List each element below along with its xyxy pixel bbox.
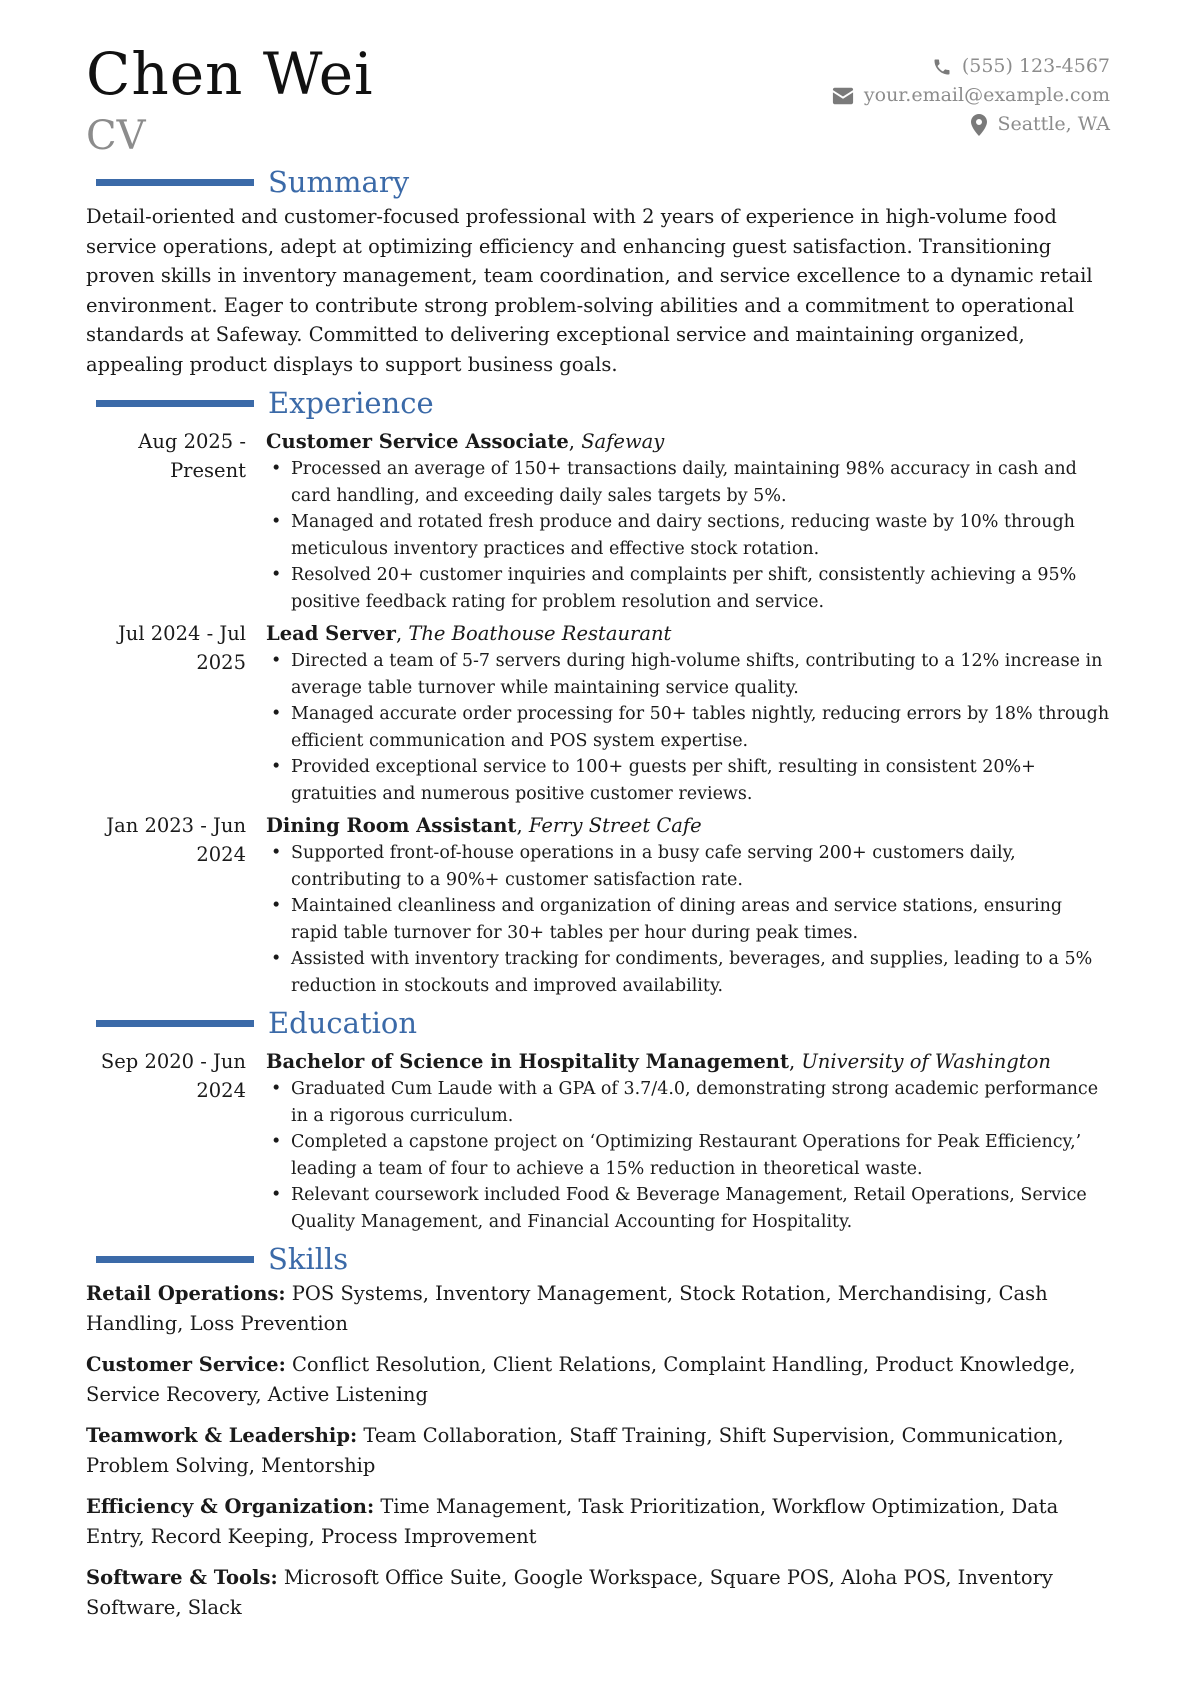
skill-items: Team Collaboration, Staff Training, Shift Supervision, Communication, Problem Solving, Mentorship xyxy=(86,1424,1064,1477)
summary-section-heading xyxy=(86,162,1110,202)
entry-date: Jan 2023 - Jun 2024 xyxy=(106,814,246,866)
bullet-item: • Completed a capstone project on ‘Optimizing Restaurant Operations for Peak Efficiency,’ leading a team of four to achieve a 15% reduction in theoretical waste. xyxy=(266,1129,1110,1182)
entry-date: Aug 2025 - Present xyxy=(138,430,246,482)
skill-items: Time Management, Task Prioritization, Workflow Optimization, Data Entry, Record Keeping, Process Improvement xyxy=(86,1495,1059,1548)
contact-phone xyxy=(832,52,1110,81)
entry-body xyxy=(266,427,1110,615)
skills-list xyxy=(86,1279,1110,1622)
education-section-heading xyxy=(86,1003,1110,1043)
skills-section-heading xyxy=(86,1239,1110,1279)
envelope-icon xyxy=(832,87,854,105)
resume-page xyxy=(86,40,1110,1634)
bullet-list xyxy=(266,840,1110,999)
bullet-item: • Relevant coursework included Food & Beverage Management, Retail Operations, Service Quality Management, and Financial Accounting for Hospitality. xyxy=(266,1182,1110,1235)
skill-row xyxy=(86,1421,1110,1480)
entry-title: Bachelor of Science in Hospitality Management, University of Washington xyxy=(266,1050,1051,1073)
bullet-list xyxy=(266,1076,1110,1235)
entry-body xyxy=(266,619,1110,807)
skill-items: Microsoft Office Suite, Google Workspace, Square POS, Aloha POS, Inventory Software, Slack xyxy=(86,1566,1053,1619)
bullet-item: • Managed accurate order processing for 50+ tables nightly, reducing errors by 18% through efficient communication and POS system expertise. xyxy=(266,701,1110,754)
experience-entry xyxy=(86,811,1110,999)
experience-section-heading xyxy=(86,383,1110,423)
employer: The Boathouse Restaurant xyxy=(408,622,672,645)
entry-title: Lead Server, The Boathouse Restaurant xyxy=(266,622,672,645)
email-address[interactable]: your.email@example.com xyxy=(863,84,1110,106)
entry-body xyxy=(266,1047,1110,1235)
bullet-item: • Processed an average of 150+ transactions daily, maintaining 98% accuracy in cash and card handling, and exceeding daily sales targets by 5%. xyxy=(266,456,1110,509)
job-title: Lead Server xyxy=(266,622,396,645)
skill-row xyxy=(86,1279,1110,1338)
section-accent-bar xyxy=(96,400,254,407)
employer: Safeway xyxy=(581,430,665,453)
location-text: Seattle, WA xyxy=(997,113,1110,135)
map-marker-icon xyxy=(971,114,987,136)
bullet-item: • Directed a team of 5-7 servers during high-volume shifts, contributing to a 12% increase in average table turnover while maintaining service quality. xyxy=(266,648,1110,701)
skill-category: Retail Operations: xyxy=(86,1282,286,1305)
summary-text: Detail-oriented and customer-focused professional with 2 years of experience in high-volume food service operations, adept at optimizing efficiency and enhancing guest satisfaction. Transitioning proven skills in inventory management, team coordination, and service excellence to a dynamic retail environment. Eager to contribute strong problem-solving abilities and a commitment to operational standards at Safeway. Committed to delivering exceptional service and maintaining organized, appealing product displays to support business goals. xyxy=(86,205,1093,376)
experience-entry xyxy=(86,427,1110,615)
skill-category: Software & Tools: xyxy=(86,1566,278,1589)
entry-title: Dining Room Assistant, Ferry Street Cafe xyxy=(266,814,702,837)
phone-number[interactable]: (555) 123-4567 xyxy=(961,55,1110,77)
degree-title: Bachelor of Science in Hospitality Management xyxy=(266,1050,789,1073)
bullet-list xyxy=(266,648,1110,807)
skill-row xyxy=(86,1563,1110,1622)
skill-row xyxy=(86,1350,1110,1409)
contact-location xyxy=(832,110,1110,139)
bullet-item: • Graduated Cum Laude with a GPA of 3.7/4.0, demonstrating strong academic performance in a rigorous curriculum. xyxy=(266,1076,1110,1129)
section-title: Experience xyxy=(268,386,434,420)
skill-items: Conflict Resolution, Client Relations, Complaint Handling, Product Knowledge, Service Recovery, Active Listening xyxy=(86,1353,1076,1406)
education-entry xyxy=(86,1047,1110,1235)
section-title: Summary xyxy=(268,165,410,199)
skill-items: POS Systems, Inventory Management, Stock Rotation, Merchandising, Cash Handling, Loss Prevention xyxy=(86,1282,1048,1335)
section-accent-bar xyxy=(96,1256,254,1263)
job-title: Dining Room Assistant xyxy=(266,814,517,837)
section-accent-bar xyxy=(96,1020,254,1027)
institution: University of Washington xyxy=(801,1050,1051,1073)
bullet-list xyxy=(266,456,1110,615)
bullet-item: • Resolved 20+ customer inquiries and complaints per shift, consistently achieving a 95% positive feedback rating for problem resolution and service. xyxy=(266,562,1110,615)
skill-category: Customer Service: xyxy=(86,1353,286,1376)
entry-body xyxy=(266,811,1110,999)
entry-date: Jul 2024 - Jul 2025 xyxy=(117,622,246,674)
resume-header xyxy=(86,40,1110,158)
bullet-item: • Managed and rotated fresh produce and dairy sections, reducing waste by 10% through meticulous inventory practices and effective stock rotation. xyxy=(266,509,1110,562)
contact-email xyxy=(832,81,1110,110)
section-title: Education xyxy=(268,1006,418,1040)
job-title: Customer Service Associate xyxy=(266,430,569,453)
bullet-item: • Assisted with inventory tracking for condiments, beverages, and supplies, leading to a 5% reduction in stockouts and improved availability. xyxy=(266,946,1110,999)
skill-category: Efficiency & Organization: xyxy=(86,1495,375,1518)
candidate-name: Chen Wei xyxy=(86,40,374,108)
entry-title: Customer Service Associate, Safeway xyxy=(266,430,665,453)
bullet-item: • Maintained cleanliness and organization of dining areas and service stations, ensuring rapid table turnover for 30+ tables per hour during peak times. xyxy=(266,893,1110,946)
document-subtitle: CV xyxy=(86,113,146,159)
section-accent-bar xyxy=(96,179,254,186)
contact-block xyxy=(832,52,1110,139)
bullet-item: • Provided exceptional service to 100+ guests per shift, resulting in consistent 20%+ gratuities and numerous positive customer reviews. xyxy=(266,754,1110,807)
employer: Ferry Street Cafe xyxy=(528,814,702,837)
bullet-item: • Supported front-of-house operations in a busy cafe serving 200+ customers daily, contributing to a 90%+ customer satisfaction rate. xyxy=(266,840,1110,893)
section-title: Skills xyxy=(268,1242,349,1276)
phone-icon xyxy=(932,57,952,77)
entry-date: Sep 2020 - Jun 2024 xyxy=(100,1050,246,1102)
skill-row xyxy=(86,1492,1110,1551)
experience-entry xyxy=(86,619,1110,807)
skill-category: Teamwork & Leadership: xyxy=(86,1424,358,1447)
